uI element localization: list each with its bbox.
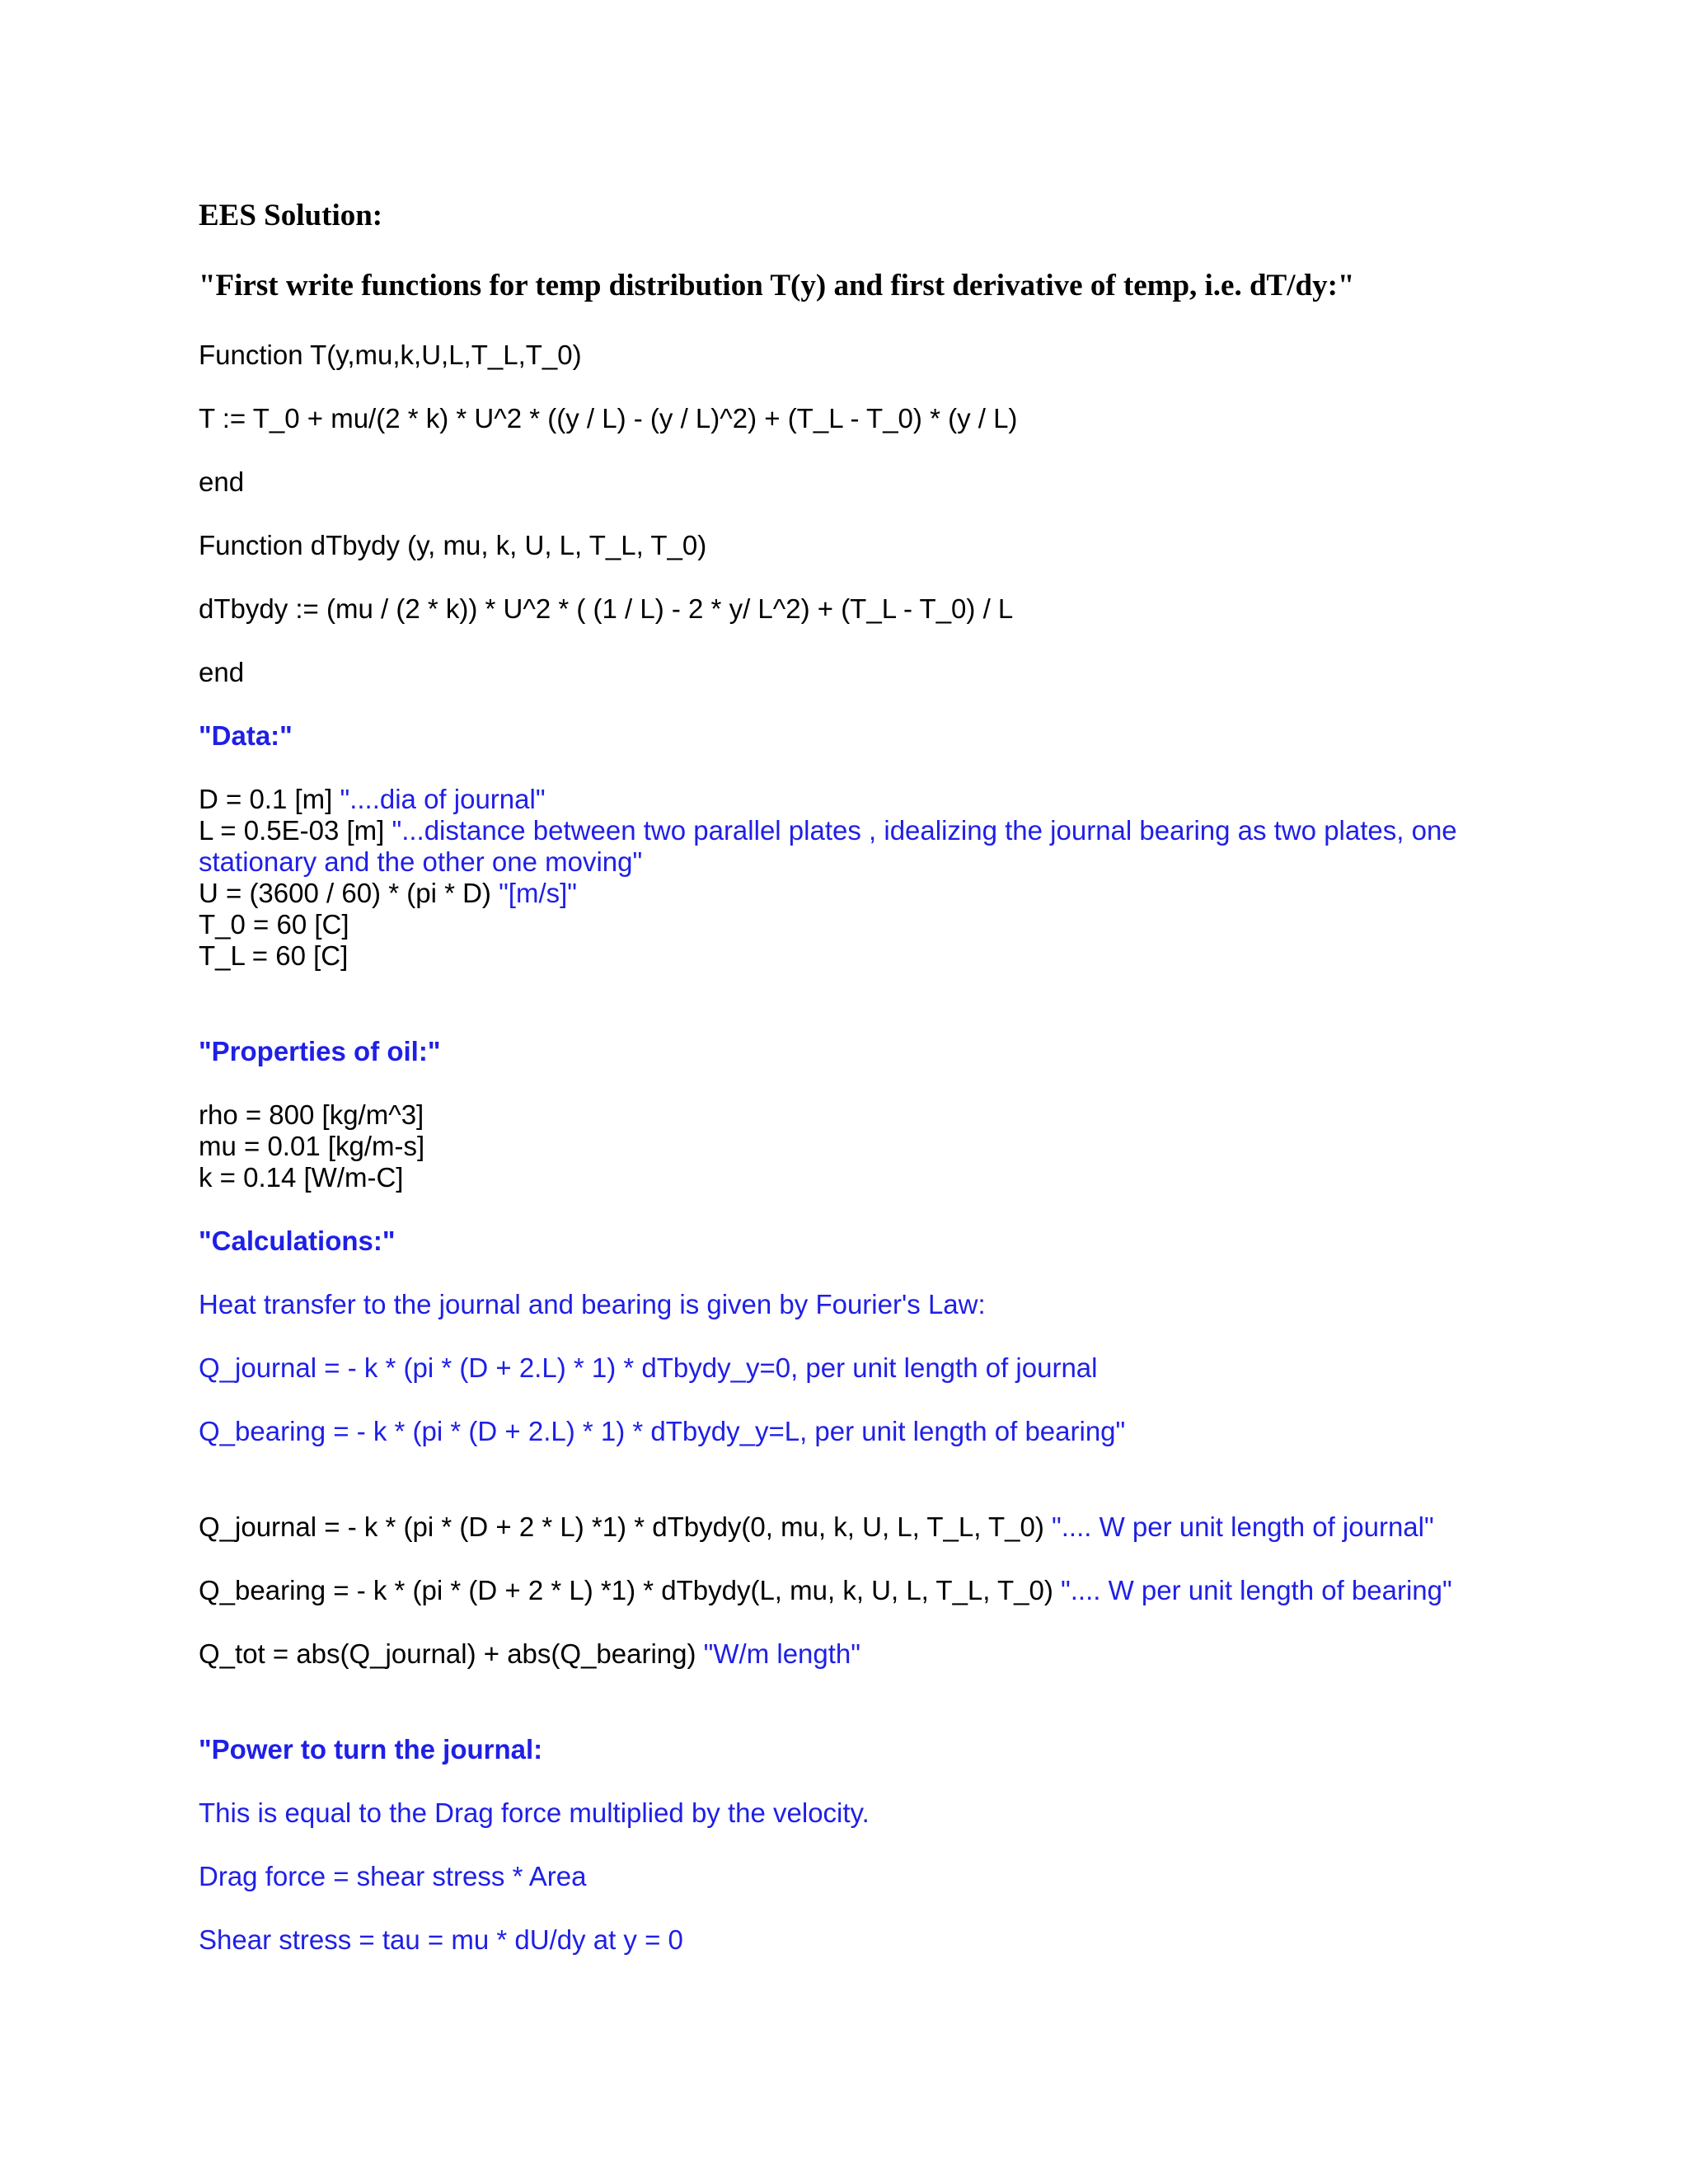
function-body: T := T_0 + mu/(2 * k) * U^2 * ((y / L) - (y / L)^2) + (T_L - T_0) * (y / L) xyxy=(199,403,1018,434)
comment: Drag force = shear stress * Area xyxy=(199,1861,587,1891)
equation-line xyxy=(199,784,546,815)
equation: U = (3600 / 60) * (pi * D) xyxy=(199,878,499,908)
equation-line xyxy=(199,1511,1434,1543)
function-body: dTbydy := (mu / (2 * k)) * U^2 * ( (1 / L) - 2 * y/ L^2) + (T_L - T_0) / L xyxy=(199,593,1014,624)
comment: ".... W per unit length of bearing" xyxy=(1061,1575,1452,1605)
equation: Q_tot = abs(Q_journal) + abs(Q_bearing) xyxy=(199,1638,704,1669)
equation-line xyxy=(199,815,1457,846)
comment: Heat transfer to the journal and bearing is given by Fourier's Law: xyxy=(199,1289,986,1319)
equation: mu = 0.01 [kg/m-s] xyxy=(199,1131,425,1161)
comment: Q_bearing = - k * (pi * (D + 2.L) * 1) * dTbydy_y=L, per unit length of bearing" xyxy=(199,1416,1126,1446)
comment: "W/m length" xyxy=(703,1638,860,1669)
comment: "...distance between two parallel plates , idealizing the journal bearing as two plates, one xyxy=(392,815,1457,846)
function-header: Function dTbydy (y, mu, k, U, L, T_L, T_0) xyxy=(199,530,707,560)
equation: Q_bearing = - k * (pi * (D + 2 * L) *1) * dTbydy(L, mu, k, U, L, T_L, T_0) xyxy=(199,1575,1062,1605)
equation: T_0 = 60 [C] xyxy=(199,909,349,940)
equation: k = 0.14 [W/m-C] xyxy=(199,1162,404,1193)
heading: EES Solution: xyxy=(199,199,383,232)
intro-comment: "First write functions for temp distribution T(y) and first derivative of temp, i.e. dT/dy:" xyxy=(199,269,1355,302)
comment: "[m/s]" xyxy=(499,878,578,908)
section-heading: "Calculations:" xyxy=(199,1226,396,1256)
comment: Shear stress = tau = mu * dU/dy at y = 0 xyxy=(199,1924,683,1955)
equation-line xyxy=(199,878,577,909)
section-heading: "Data:" xyxy=(199,720,293,751)
section-heading: "Power to turn the journal: xyxy=(199,1734,543,1765)
function-header: Function T(y,mu,k,U,L,T_L,T_0) xyxy=(199,340,582,370)
comment: Q_journal = - k * (pi * (D + 2.L) * 1) * dTbydy_y=0, per unit length of journal xyxy=(199,1352,1098,1383)
function-end: end xyxy=(199,657,245,687)
equation-line xyxy=(199,1638,860,1670)
equation: T_L = 60 [C] xyxy=(199,940,349,971)
equation: L = 0.5E-03 [m] xyxy=(199,815,392,846)
equation: D = 0.1 [m] xyxy=(199,784,340,814)
equation-line xyxy=(199,1575,1452,1606)
comment-continuation: stationary and the other one moving" xyxy=(199,846,643,877)
equation: Q_journal = - k * (pi * (D + 2 * L) *1) * dTbydy(0, mu, k, U, L, T_L, T_0) xyxy=(199,1511,1053,1542)
comment: ".... W per unit length of journal" xyxy=(1052,1511,1434,1542)
comment: "....dia of journal" xyxy=(340,784,546,814)
section-heading: "Properties of oil:" xyxy=(199,1036,441,1066)
comment: This is equal to the Drag force multiplied by the velocity. xyxy=(199,1797,870,1828)
equation: rho = 800 [kg/m^3] xyxy=(199,1099,424,1130)
function-end: end xyxy=(199,466,245,497)
